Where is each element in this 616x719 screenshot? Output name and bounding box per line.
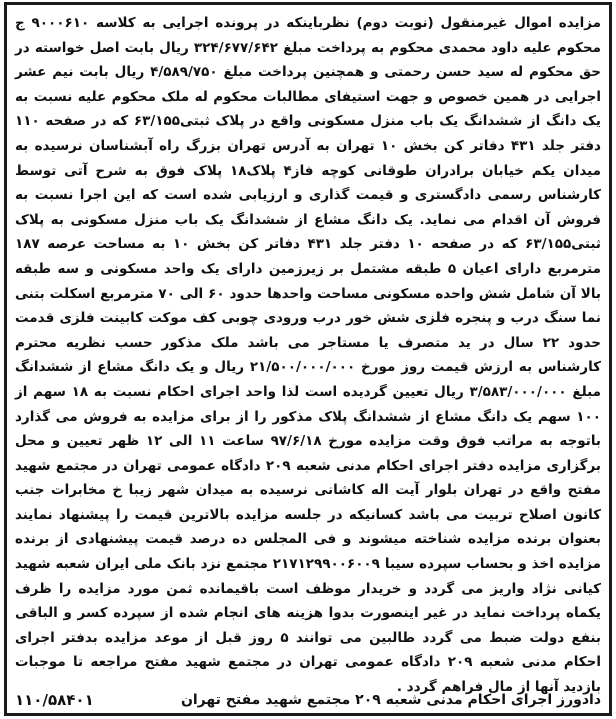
notice-footer: [15, 691, 601, 709]
footer-signature: دادورز اجرای احکام مدنی شعبه ۲۰۹ مجتمع شهید مفتح تهران: [180, 692, 601, 708]
footer-code: ۱۱۰/۵۸۴۰۱: [15, 691, 94, 709]
auction-notice: [4, 2, 612, 716]
notice-body-text: مزایده اموال غیرمنقول (نوبت دوم) نظرباینکه در پرونده اجرایی به کلاسه ۹۰۰۰۶۱۰ ج محکوم علیه داود محمدی محکوم به پرداخت مبلغ ۳۲۴/۶۷۷/۶۴۲ ریال بابت اصل خواسته در حق محکوم له سید حسن رحمتی و همچنین پرداخت مبلغ ۴/۵۸۹/۷۵۰ ریال بابت نیم عشر اجرایی در همین خصوص و جهت استیفای مطالبات محکوم له ملک محکوم علیه نسبت به یک دانگ از ششدانگ یک باب منزل مسکونی واقع در پلاک ثبتی۶۳/۱۵۵ که در صفحه ۱۱۰ دفتر جلد ۴۳۱ دفاتر کن بخش ۱۰ تهران به آدرس تهران بزرگ راه آبشناسان نرسیده به میدان یکم خیابان برادران طوقانی کوچه فاز۴ پلاک۱۸ پلاک فوق به شرح آتی توسط کارشناس رسمی دادگستری و قیمت گذاری و ارزیابی شده است که این اجرا نسبت به فروش آن اقدام می نماید. یک دانگ مشاع از ششدانگ یک باب منزل مسکونی به پلاک ثبتی۶۳/۱۵۵ که در صفحه ۱۰ دفتر جلد ۴۳۱ دفاتر کن بخش ۱۰ به مساحت عرصه ۱۸۷ مترمربع دارای اعیان ۵ طبقه مشتمل بر زیرزمین دارای یک واحد مسکونی و سه طبقه بالا آن شامل شش واحده مسکونی مساحت واحدها حدود ۶۰ الی ۷۰ مترمربع اسکلت بتنی نما سنگ درب و پنجره فلزی شش خور درب ورودی چوبی کف موکت کابینت فلزی قدمت حدود ۲۲ سال در ید متصرف یا مستاجر می باشد ملک مذکور حسب نظریه محترم کارشناس به ارزش قیمت روز مورخ ۲۱/۵۰۰/۰۰۰/۰۰۰ ریال و یک دانگ مشاع از ششدانگ مبلغ ۳/۵۸۳/۰۰۰/۰۰۰ ریال تعیین گردیده است لذا واحد اجرای احکام نسبت به ۱۸ سهم از ۱۰۰ سهم یک دانگ مشاع از ششدانگ پلاک مذکور را از برای مزایده به فروش می گذارد باتوجه به مراتب فوق وقت مزایده مورخ ۹۷/۶/۱۸ ساعت ۱۱ الی ۱۲ ظهر تعیین و محل برگزاری مزایده دفتر اجرای احکام مدنی شعبه ۲۰۹ دادگاه عمومی تهران در مجتمع شهید مفتح واقع در تهران بلوار آیت اله کاشانی نرسیده به میدان شهر زیبا خ مخابرات جنب کانون اصلاح تربیت می باشد کسانیکه در جلسه مزایده بالاترین قیمت را پیشنهاد نمایند بعنوان برنده مزایده شناخته میشوند و فی المجلس ده درصد قیمت پیشنهادی از برنده مزایده اخذ و بحساب سپرده سیبا ۲۱۷۱۲۹۹۰۰۶۰۰۹ مجتمع نزد بانک ملی ایران شعبه شهید کیانی نژاد واریز می گردد و خریدار موظف است باقیمانده ثمن مورد مزایده را ظرف یکماه پرداخت نماید در غیر اینصورت بدوا هزینه های انجام شده از سپرده کسر و الباقی بنفع دولت ضبط می گردد طالبین می توانند ۵ روز قبل از موعد مزایده بدفتر اجرای احکام مدنی شعبه ۲۰۹ دادگاه عمومی تهران در مجتمع شهید مفتح مراجعه تا موجبات بازدید آنها از مال فراهم گردد .: [15, 15, 602, 696]
